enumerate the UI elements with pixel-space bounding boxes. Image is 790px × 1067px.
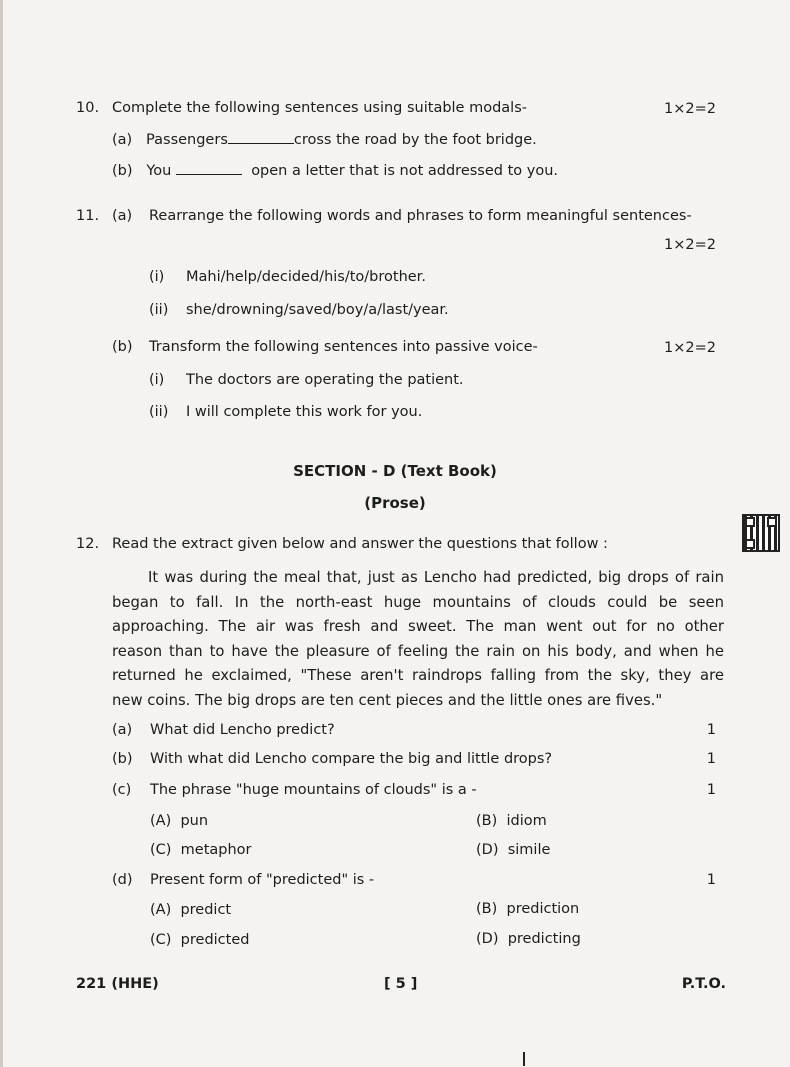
q12d-option-a: (A) predict bbox=[150, 902, 232, 918]
q10a bbox=[112, 131, 537, 148]
q12a-marks: 1 bbox=[706, 722, 716, 738]
section-title: SECTION - D (Text Book) bbox=[293, 462, 497, 480]
q12b-text: With what did Lencho compare the big and little drops? bbox=[150, 751, 553, 767]
passage-line: approaching. The air was fresh and sweet. The man went out for no other bbox=[112, 618, 724, 635]
q11a-i-label: (i) bbox=[149, 269, 165, 285]
qr-code bbox=[742, 514, 780, 552]
q12d-option-c: (C) predicted bbox=[150, 932, 250, 948]
q12b-marks: 1 bbox=[706, 751, 716, 767]
q11b-i-text: The doctors are operating the patient. bbox=[186, 372, 464, 388]
q12b-label: (b) bbox=[112, 751, 133, 767]
scan-mark bbox=[523, 1052, 525, 1066]
q12-passage bbox=[112, 566, 724, 713]
q12c-marks: 1 bbox=[706, 782, 716, 798]
footer-pto: P.T.O. bbox=[681, 976, 726, 992]
q11b-i-label: (i) bbox=[149, 372, 165, 388]
q10-marks: 1×2=2 bbox=[664, 101, 716, 117]
q12c-option-c: (C) metaphor bbox=[150, 842, 252, 858]
q12a-text: What did Lencho predict? bbox=[150, 722, 335, 738]
passage-line: began to fall. In the north-east huge mountains of clouds could be seen bbox=[112, 593, 724, 611]
q11a-label: (a) bbox=[112, 208, 133, 224]
q11a-stem: Rearrange the following words and phrases to form meaningful sentences- bbox=[149, 208, 692, 224]
q10-stem: Complete the following sentences using suitable modals- bbox=[112, 100, 527, 116]
passage-line: It was during the meal that, just as Lencho had predicted, big drops of rain bbox=[148, 569, 724, 586]
q11b-stem: Transform the following sentences into passive voice- bbox=[149, 339, 538, 355]
q11-number: 11. bbox=[76, 208, 100, 224]
q12c-text: The phrase "huge mountains of clouds" is a - bbox=[150, 782, 477, 798]
passage-line: returned he exclaimed, "These aren't raindrops falling from the sky, they are bbox=[112, 667, 724, 684]
q11b-label: (b) bbox=[112, 339, 133, 355]
q10a-before: Passengers bbox=[146, 132, 228, 148]
q11b-ii-text: I will complete this work for you. bbox=[186, 404, 423, 420]
footer-page-number: [ 5 ] bbox=[384, 976, 418, 992]
q10b-label: (b) bbox=[112, 163, 133, 179]
q11b-ii-label: (ii) bbox=[149, 404, 169, 420]
q10b-before: You bbox=[146, 163, 172, 179]
q12c-label: (c) bbox=[112, 782, 132, 798]
q12d-marks: 1 bbox=[706, 872, 716, 888]
q12-stem: Read the extract given below and answer the questions that follow : bbox=[112, 536, 608, 552]
q10-number: 10. bbox=[76, 100, 100, 116]
q12c-option-d: (D) simile bbox=[476, 842, 551, 858]
q12d-option-d: (D) predicting bbox=[476, 931, 581, 947]
q12d-option-b: (B) prediction bbox=[476, 901, 580, 917]
q11a-ii-text: she/drowning/saved/boy/a/last/year. bbox=[186, 302, 449, 318]
q10b-blank bbox=[176, 162, 242, 175]
q12c-option-b: (B) idiom bbox=[476, 813, 547, 829]
q11b-marks: 1×2=2 bbox=[664, 340, 716, 356]
q10a-blank bbox=[228, 131, 294, 144]
passage-line: reason than to have the pleasure of feeling the rain on his body, and when he bbox=[112, 642, 724, 660]
q10b-after: open a letter that is not addressed to you. bbox=[251, 163, 559, 179]
q12-number: 12. bbox=[76, 536, 100, 552]
page-edge-shadow bbox=[0, 0, 3, 1067]
section-subtitle: (Prose) bbox=[364, 494, 426, 512]
footer-paper-code: 221 (HHE) bbox=[76, 976, 159, 992]
q12d-label: (d) bbox=[112, 872, 133, 888]
q10b bbox=[112, 162, 558, 179]
q11a-i-text: Mahi/help/decided/his/to/brother. bbox=[186, 269, 426, 285]
q10a-after: cross the road by the foot bridge. bbox=[293, 132, 537, 148]
passage-line: new coins. The big drops are ten cent pieces and the little ones are fives." bbox=[112, 691, 663, 709]
q12c-option-a: (A) pun bbox=[150, 813, 209, 829]
q11a-ii-label: (ii) bbox=[149, 302, 169, 318]
q12a-label: (a) bbox=[112, 722, 133, 738]
q11a-marks: 1×2=2 bbox=[664, 237, 716, 253]
q12d-text: Present form of "predicted" is - bbox=[150, 872, 375, 888]
q10a-label: (a) bbox=[112, 132, 133, 148]
